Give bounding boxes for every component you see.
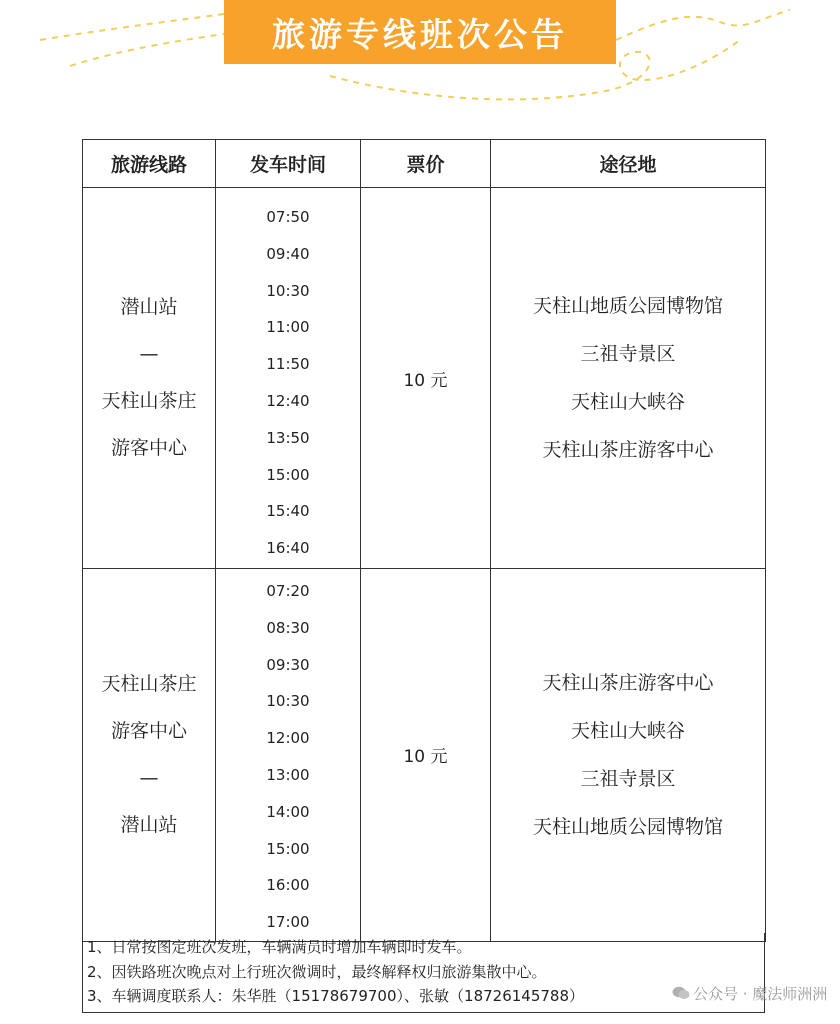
via-stop: 天柱山茶庄游客中心 bbox=[542, 439, 714, 461]
route-cell bbox=[83, 569, 216, 942]
route-cell bbox=[83, 188, 216, 569]
departure-time: 16:00 bbox=[266, 876, 310, 895]
route-line: 游客中心 bbox=[110, 719, 187, 742]
via-cell bbox=[491, 188, 766, 569]
schedule-table bbox=[82, 139, 766, 942]
departure-time: 11:00 bbox=[266, 318, 310, 337]
departure-time: 10:30 bbox=[266, 281, 310, 300]
wechat-icon bbox=[672, 986, 690, 1000]
via-stop: 天柱山大峡谷 bbox=[570, 391, 685, 413]
left-dashed-swirl bbox=[70, 34, 224, 66]
via-stop: 天柱山茶庄游客中心 bbox=[542, 671, 714, 694]
departure-time: 15:00 bbox=[266, 839, 310, 858]
watermark-text: 公众号 · 魔法师洲洲 bbox=[693, 985, 828, 1003]
right-dashed-swirl bbox=[616, 10, 790, 40]
times-cell bbox=[216, 569, 361, 942]
title-banner bbox=[224, 0, 616, 64]
page-title: 旅游专线班次公告 bbox=[272, 14, 568, 54]
header-departure-time: 发车时间 bbox=[216, 140, 361, 188]
departure-time: 16:40 bbox=[266, 539, 310, 558]
watermark bbox=[672, 983, 827, 1004]
via-cell bbox=[491, 569, 766, 942]
route-line: — bbox=[139, 766, 159, 789]
departure-time: 17:00 bbox=[266, 913, 310, 932]
departure-time: 10:30 bbox=[266, 692, 310, 711]
table-row bbox=[83, 188, 766, 569]
price-value: 10 元 bbox=[403, 370, 448, 391]
table-header-row bbox=[83, 140, 766, 188]
route-line: 游客中心 bbox=[110, 437, 187, 459]
departure-time: 09:40 bbox=[266, 244, 310, 263]
times-cell bbox=[216, 188, 361, 569]
table-row bbox=[83, 569, 766, 942]
departure-time: 14:00 bbox=[266, 802, 310, 821]
notes-box bbox=[82, 933, 765, 1013]
header-route: 旅游线路 bbox=[83, 140, 216, 188]
route-line: 潜山站 bbox=[120, 296, 178, 318]
departure-time: 09:30 bbox=[266, 655, 310, 674]
route-line: 潜山站 bbox=[120, 813, 178, 836]
route-line: 天柱山茶庄 bbox=[101, 390, 197, 412]
price-value: 10 元 bbox=[403, 747, 448, 768]
departure-time: 11:50 bbox=[266, 355, 310, 374]
price-cell bbox=[361, 188, 491, 569]
departure-time: 15:00 bbox=[266, 465, 310, 484]
departure-time: 07:20 bbox=[266, 582, 310, 600]
departure-time: 08:30 bbox=[266, 618, 310, 637]
price-cell bbox=[361, 569, 491, 942]
departure-time: 12:40 bbox=[266, 391, 310, 410]
via-stop: 天柱山地质公园博物馆 bbox=[532, 295, 723, 317]
departure-time: 07:50 bbox=[266, 208, 310, 226]
via-stop: 天柱山地质公园博物馆 bbox=[532, 815, 723, 838]
route-line: 天柱山茶庄 bbox=[101, 672, 197, 695]
header-price: 票价 bbox=[361, 140, 491, 188]
note-line: 2、因铁路班次晚点对上行班次微调时，最终解释权归旅游集散中心。 bbox=[87, 962, 547, 981]
departure-time: 15:40 bbox=[266, 502, 310, 521]
note-line: 3、车辆调度联系人：朱华胜（15178679700）、张敏（18726145788） bbox=[87, 987, 585, 1005]
left-dashed-swirl-2 bbox=[40, 14, 224, 40]
departure-time: 13:00 bbox=[266, 765, 310, 784]
via-stop: 三祖寺景区 bbox=[580, 767, 676, 790]
via-stop: 三祖寺景区 bbox=[580, 343, 676, 365]
departure-time: 12:00 bbox=[266, 729, 310, 748]
departure-time: 13:50 bbox=[266, 428, 310, 447]
route-line: — bbox=[139, 343, 159, 365]
via-stop: 天柱山大峡谷 bbox=[570, 719, 685, 742]
note-line: 1、日常按图定班次发班，车辆满员时增加车辆即时发车。 bbox=[87, 938, 472, 956]
header-via: 途径地 bbox=[491, 140, 766, 188]
